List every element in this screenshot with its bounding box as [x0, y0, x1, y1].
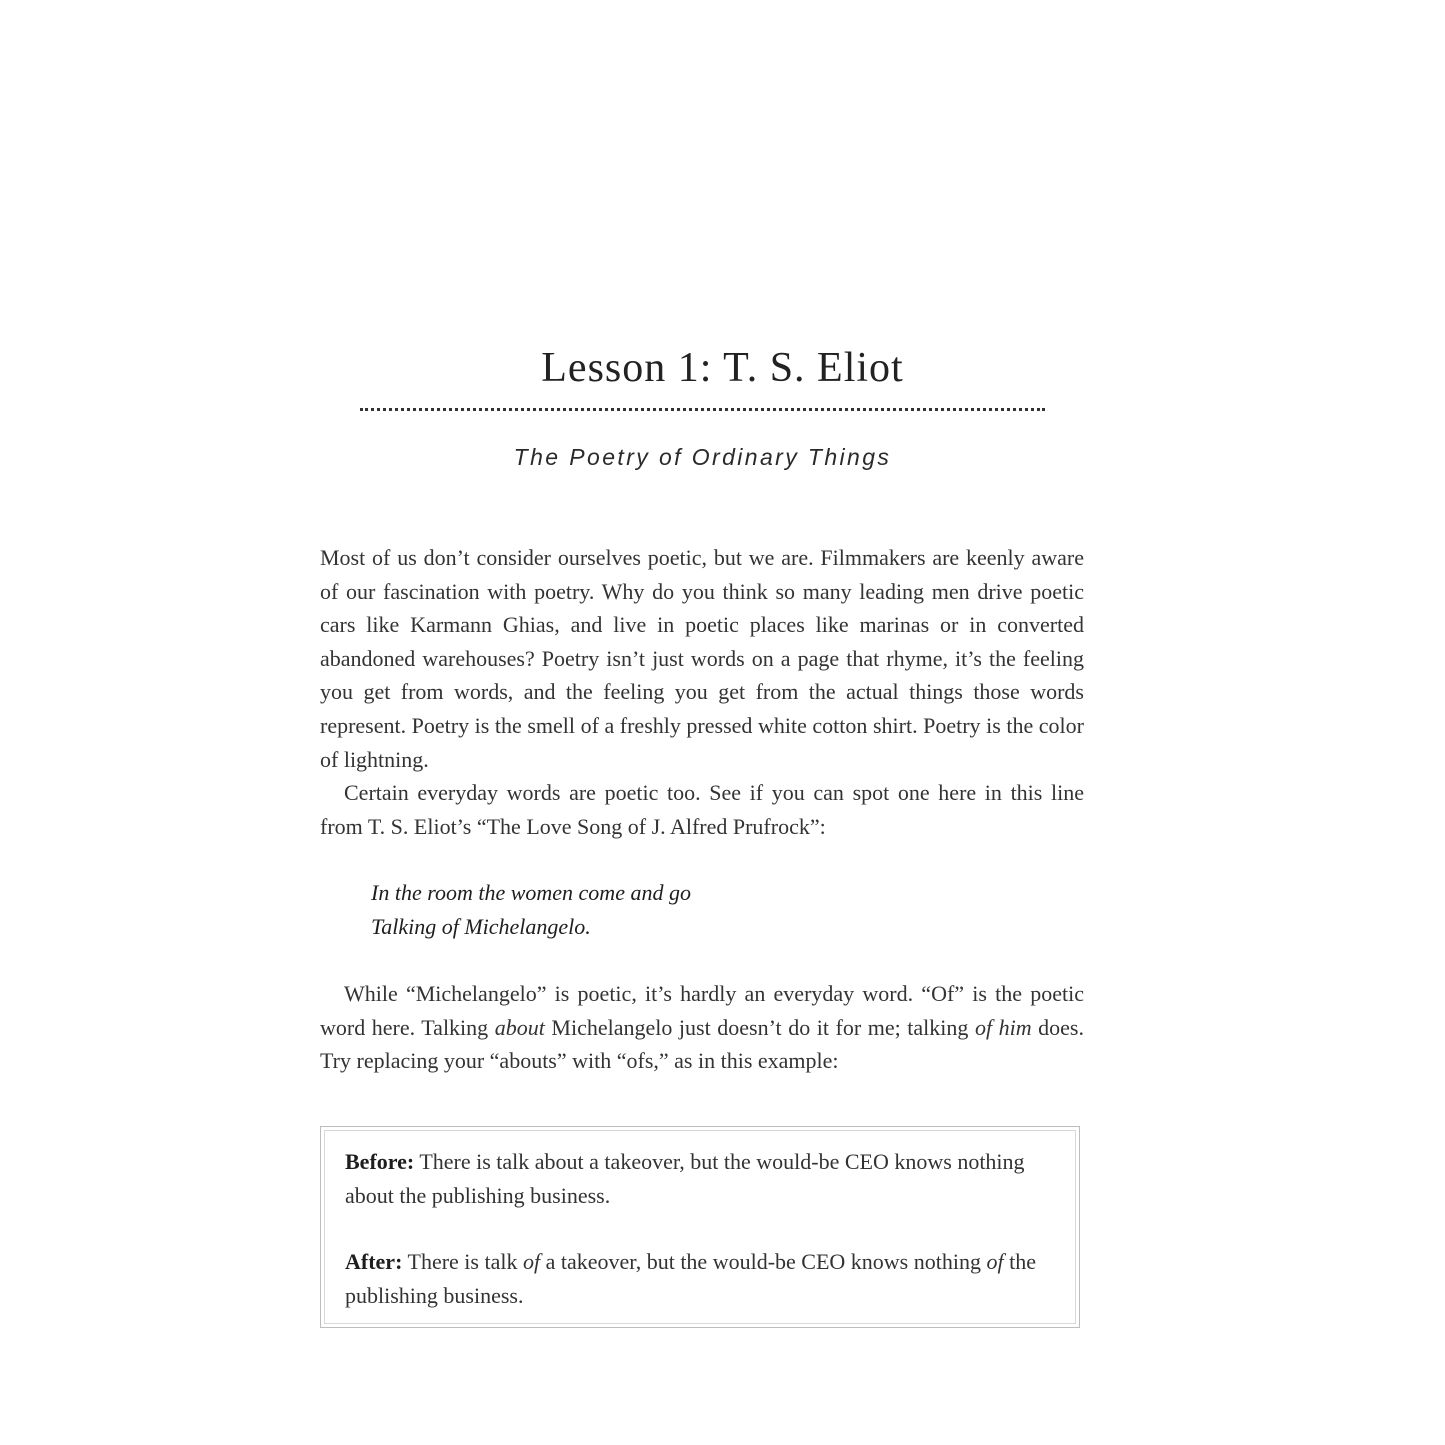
- example-after: [345, 1245, 1057, 1312]
- paragraph3-emphasis-about: about: [494, 1014, 545, 1040]
- after-text-3: the publishing business.: [345, 1249, 1036, 1308]
- body-paragraph-3: [320, 977, 1084, 1078]
- poem-quote: [371, 876, 691, 943]
- paragraph3-text-2: Michelangelo just doesn’t do it for me; talking: [544, 1014, 975, 1040]
- after-text-2: a takeover, but the would-be CEO knows nothing: [540, 1249, 987, 1274]
- lesson-title: Lesson 1: T. S. Eliot: [541, 345, 904, 391]
- after-emphasis-2: of: [986, 1249, 1004, 1274]
- paragraph3-text-3: does. Try replacing your “abouts” with “ofs,” as in this example:: [320, 1014, 1084, 1074]
- paragraph3-text-1: While “Michelangelo” is poetic, it’s hardly an everyday word. “Of” is the poetic word here. Talking: [320, 981, 1084, 1040]
- example-before: [345, 1145, 1057, 1212]
- after-emphasis-1: of: [522, 1249, 541, 1274]
- body-paragraph-2: Certain everyday words are poetic too. See if you can spot one here in this line from T. S. Eliot’s “The Love Song of J. Alfred Prufrock”:: [320, 780, 1084, 839]
- before-label: Before:: [345, 1149, 415, 1174]
- after-label: After:: [345, 1249, 403, 1274]
- paragraph3-emphasis-of-him: of him: [974, 1014, 1032, 1040]
- poem-line-2: Talking of Michelangelo.: [371, 913, 591, 939]
- dotted-divider: [360, 408, 1045, 411]
- before-text: There is talk about a takeover, but the would-be CEO knows nothing about the publishing business.: [345, 1149, 1025, 1208]
- lesson-subtitle: The Poetry of Ordinary Things: [513, 444, 892, 470]
- body-paragraph-1: Most of us don’t consider ourselves poetic, but we are. Filmmakers are keenly aware of our fascination with poetry. Why do you think so many leading men drive poetic cars like Karmann Ghias, and live in poetic places like marinas or in converted abandoned warehouses? Poetry isn’t just words on a page that rhyme, it’s the feeling you get from words, and the feeling you get from the actual things those words represent. Poetry is the smell of a freshly pressed white cotton shirt. Poetry is the color of lightning.: [320, 545, 1084, 772]
- example-box: [320, 1126, 1080, 1328]
- after-text-1: There is talk: [402, 1249, 523, 1274]
- poem-line-1: In the room the women come and go: [371, 880, 691, 905]
